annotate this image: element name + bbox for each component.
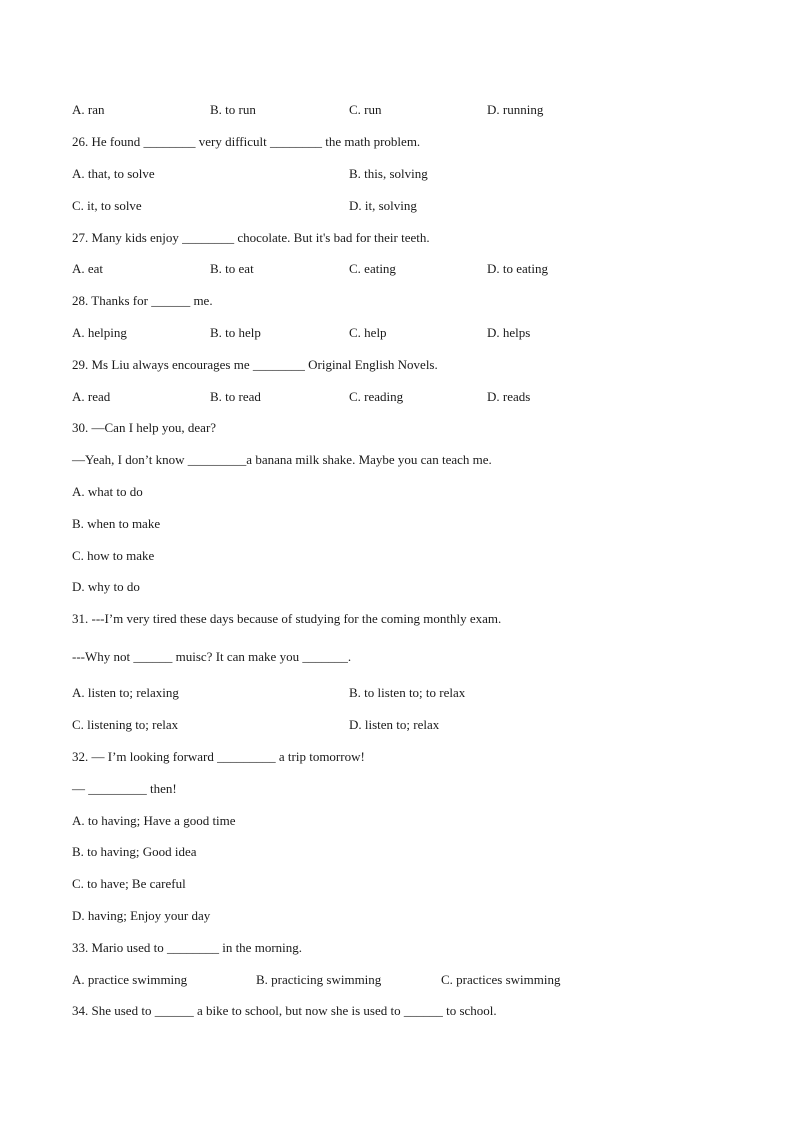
q27-options: [72, 260, 734, 278]
q29-options: [72, 388, 734, 406]
q28-option-c[interactable]: C. help: [349, 325, 387, 340]
q30-stem: 30. —Can I help you, dear?: [72, 420, 217, 435]
q26-options-row1: [72, 165, 734, 183]
q30-option-c[interactable]: C. how to make: [72, 548, 155, 563]
q30-option-a[interactable]: A. what to do: [72, 484, 143, 499]
q34-stem: 34. She used to ______ a bike to school, but now she is used to ______ to school.: [72, 1003, 497, 1018]
q27-option-d[interactable]: D. to eating: [487, 261, 549, 276]
q27-option-c[interactable]: C. eating: [349, 261, 396, 276]
q33-options: [72, 971, 734, 989]
q26-option-a[interactable]: A. that, to solve: [72, 166, 155, 181]
q32-option-a[interactable]: A. to having; Have a good time: [72, 813, 236, 828]
q28-option-d[interactable]: D. helps: [487, 325, 531, 340]
q31-option-c[interactable]: C. listening to; relax: [72, 717, 179, 732]
q26-option-d[interactable]: D. it, solving: [349, 198, 417, 213]
q31-options-row1: [72, 684, 734, 702]
q32-option-d[interactable]: D. having; Enjoy your day: [72, 908, 211, 923]
q32-stem-reply: — _________ then!: [72, 781, 177, 796]
q29-option-b[interactable]: B. to read: [210, 389, 261, 404]
q31-option-d[interactable]: D. listen to; relax: [349, 717, 440, 732]
q29-stem: 29. Ms Liu always encourages me ________ Original English Novels.: [72, 357, 438, 372]
q33-stem: 33. Mario used to ________ in the morning.: [72, 940, 303, 955]
q30-option-d[interactable]: D. why to do: [72, 579, 140, 594]
q26-option-c[interactable]: C. it, to solve: [72, 198, 142, 213]
q31-options-row2: [72, 716, 734, 734]
q30-option-b[interactable]: B. when to make: [72, 516, 161, 531]
q32-option-c[interactable]: C. to have; Be careful: [72, 876, 186, 891]
q30-stem-reply: —Yeah, I don’t know _________a banana milk shake. Maybe you can teach me.: [72, 452, 492, 467]
q33-option-a[interactable]: A. practice swimming: [72, 972, 188, 987]
q28-option-b[interactable]: B. to help: [210, 325, 261, 340]
q25-option-d[interactable]: D. running: [487, 102, 544, 117]
q25-option-b[interactable]: B. to run: [210, 102, 256, 117]
q31-option-b[interactable]: B. to listen to; to relax: [349, 685, 466, 700]
q26-stem: 26. He found ________ very difficult ________ the math problem.: [72, 134, 421, 149]
q25-options: [72, 101, 734, 119]
q31-stem-reply: ---Why not ______ muisc? It can make you _______.: [72, 649, 352, 664]
q29-option-d[interactable]: D. reads: [487, 389, 531, 404]
q28-stem: 28. Thanks for ______ me.: [72, 293, 213, 308]
q25-option-c[interactable]: C. run: [349, 102, 382, 117]
q26-option-b[interactable]: B. this, solving: [349, 166, 428, 181]
q31-stem: 31. ---I’m very tired these days because of studying for the coming monthly exam.: [72, 611, 502, 626]
q29-option-c[interactable]: C. reading: [349, 389, 404, 404]
q31-option-a[interactable]: A. listen to; relaxing: [72, 685, 179, 700]
q27-stem: 27. Many kids enjoy ________ chocolate. But it's bad for their teeth.: [72, 230, 430, 245]
q32-stem: 32. — I’m looking forward _________ a trip tomorrow!: [72, 749, 365, 764]
q32-option-b[interactable]: B. to having; Good idea: [72, 844, 197, 859]
q33-option-b[interactable]: B. practicing swimming: [256, 972, 382, 987]
q28-option-a[interactable]: A. helping: [72, 325, 127, 340]
q26-options-row2: [72, 197, 734, 215]
q33-option-c[interactable]: C. practices swimming: [441, 972, 561, 987]
q25-option-a[interactable]: A. ran: [72, 102, 105, 117]
q29-option-a[interactable]: A. read: [72, 389, 111, 404]
q27-option-a[interactable]: A. eat: [72, 261, 104, 276]
q27-option-b[interactable]: B. to eat: [210, 261, 254, 276]
q28-options: [72, 324, 734, 342]
